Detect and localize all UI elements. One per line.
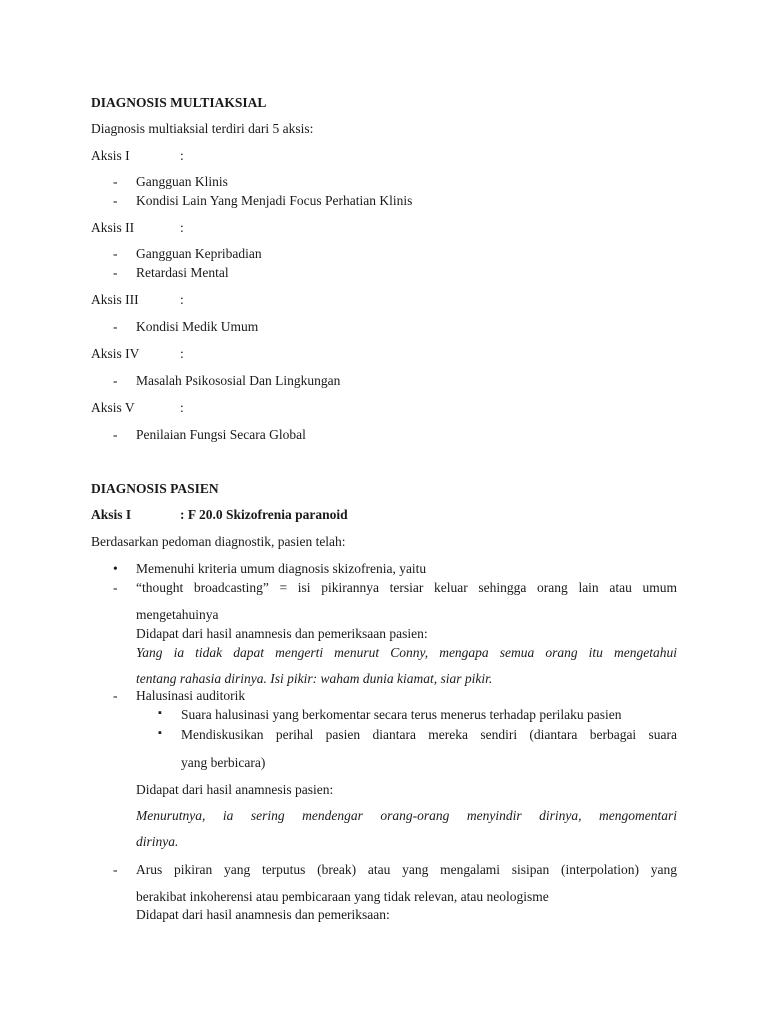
evidence-text-2: Didapat dari hasil anamnesis pasien: [136,782,334,797]
square-bullet-marker: ▪ [158,707,162,719]
dash-marker: - [113,862,118,877]
list-item: Penilaian Fungsi Secara Global [136,427,306,442]
thought-broadcasting-line1: “thought broadcasting” = isi pikirannya tersiar keluar sehingga orang lain atau umum [136,580,677,595]
list-item: Kondisi Lain Yang Menjadi Focus Perhatian Klinis [136,193,413,208]
axis-colon-1: : [180,148,184,163]
axis-colon-3: : [180,292,184,307]
list-item: Gangguan Klinis [136,174,228,189]
axis-label-5: Aksis V [91,400,135,415]
sub-item-2-line1: Mendiskusikan perihal pasien diantara mereka sendiri (diantara berbagai suara [181,727,677,742]
quote-2-line1: Menurutnya, ia sering mendengar orang-orang menyindir dirinya, mengomentari [136,808,677,823]
axis-label-3: Aksis III [91,292,139,307]
dash-marker: - [113,193,118,208]
list-item: Retardasi Mental [136,265,229,280]
heading-diagnosis-pasien: DIAGNOSIS PASIEN [91,481,219,496]
dash-marker: - [113,427,118,442]
dash-marker: - [113,265,118,280]
evidence-text-1: Didapat dari hasil anamnesis dan pemeriksaan pasien: [136,626,428,641]
list-item: Masalah Psikososial Dan Lingkungan [136,373,341,388]
axis-value-pasien: : F 20.0 Skizofrenia paranoid [180,507,348,522]
axis-label-pasien: Aksis I [91,507,132,522]
quote-1-line2: tentang rahasia dirinya. Isi pikir: waham dunia kiamat, siar pikir. [136,671,493,686]
evidence-text-3: Didapat dari hasil anamnesis dan pemeriksaan: [136,907,390,922]
sub-item-2-line2: yang berbicara) [181,755,266,770]
quote-2-line2: dirinya. [136,834,179,849]
arus-pikiran-line1: Arus pikiran yang terputus (break) atau yang mengalami sisipan (interpolation) yang [136,862,677,877]
dash-marker: - [113,246,118,261]
sub-item-1: Suara halusinasi yang berkomentar secara terus menerus terhadap perilaku pasien [181,707,622,722]
axis-label-4: Aksis IV [91,346,140,361]
criteria-text: Memenuhi kriteria umum diagnosis skizofrenia, yaitu [136,561,427,576]
heading-diagnosis-multiaksial: DIAGNOSIS MULTIAKSIAL [91,95,267,110]
axis-label-2: Aksis II [91,220,135,235]
dash-marker: - [113,580,118,595]
intro-multiaksial: Diagnosis multiaksial terdiri dari 5 aksis: [91,121,314,136]
dash-marker: - [113,373,118,388]
list-item: Kondisi Medik Umum [136,319,259,334]
thought-broadcasting-line2: mengetahuinya [136,607,219,622]
bullet-marker: • [113,561,118,576]
dash-marker: - [113,319,118,334]
axis-colon-4: : [180,346,184,361]
dash-marker: - [113,174,118,189]
dash-marker: - [113,688,118,703]
halusinasi-text: Halusinasi auditorik [136,688,246,703]
axis-label-1: Aksis I [91,148,130,163]
square-bullet-marker: ▪ [158,727,162,739]
list-item: Gangguan Kepribadian [136,246,262,261]
axis-colon-5: : [180,400,184,415]
arus-pikiran-line2: berakibat inkoherensi atau pembicaraan yang tidak relevan, atau neologisme [136,889,549,904]
axis-colon-2: : [180,220,184,235]
quote-1-line1: Yang ia tidak dapat mengerti menurut Conny, mengapa semua orang itu mengetahui [136,645,677,660]
intro-pasien: Berdasarkan pedoman diagnostik, pasien telah: [91,534,346,549]
